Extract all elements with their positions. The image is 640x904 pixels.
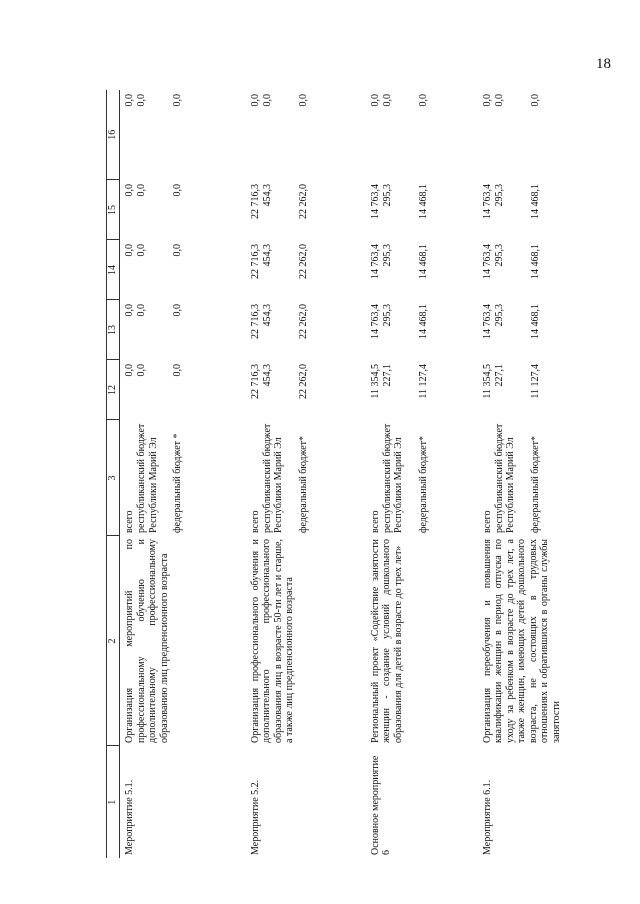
funding-source: федеральный бюджет *: [172, 433, 183, 533]
amount-cell: [366, 90, 478, 180]
measure-code: Мероприятие 5.1.: [124, 779, 135, 855]
amount-value: 0,0: [124, 244, 135, 257]
funding-source-cell: [366, 420, 478, 536]
amount-value: 22 716,3: [249, 244, 261, 279]
amount-cell: [246, 90, 366, 180]
amount-cell: [246, 240, 366, 300]
funding-source-cell: [478, 420, 604, 536]
table-row: [120, 90, 246, 858]
amount-value: 0,0: [136, 244, 147, 257]
amount-cell: [366, 180, 478, 240]
amount-value: 0,0: [172, 94, 183, 107]
amount-value: 0,0: [136, 184, 147, 197]
amount-value: 0,0: [172, 364, 183, 377]
amount-value: 14 468,1: [529, 184, 541, 219]
amount-value: 0,0: [136, 304, 147, 317]
amount-value: 14 468,1: [417, 244, 429, 279]
amount-value: 22 262,0: [297, 304, 309, 339]
table-header-row: [107, 90, 120, 858]
amount-value: 0,0: [481, 94, 493, 107]
amount-value: 0,0: [369, 94, 381, 107]
program-funding-table-sheet: [106, 90, 606, 858]
column-header: 1: [107, 746, 120, 858]
amount-value: 14 468,1: [417, 184, 429, 219]
amount-value: 11 127,4: [417, 364, 429, 399]
measure-description: Организация переобучения и повышения квалификации женщин в период отпуска по уходу за ребенком в возрасте до трех лет, а также женщин, имеющих детей дошкольного возраста, не состоящих в трудовых отношениях и обратившихся в органы службы занятости: [481, 539, 562, 743]
amount-cell: [366, 240, 478, 300]
funding-source: всего: [249, 510, 261, 533]
amount-value: 0,0: [124, 304, 135, 317]
amount-value: 14 468,1: [529, 304, 541, 339]
column-header: 12: [107, 360, 120, 420]
column-header: 16: [107, 90, 120, 180]
amount-value: 0,0: [172, 244, 183, 257]
amount-value: 0,0: [136, 364, 147, 377]
measure-description: Организация мероприятий по профессиональному обучению и дополнительному профессиональному образованию лиц предпенсионного возраста: [124, 539, 170, 743]
amount-cell: [478, 300, 604, 360]
amount-value: 0,0: [124, 364, 135, 377]
amount-cell: [120, 90, 246, 180]
amount-cell: [246, 360, 366, 420]
amount-value: 295,3: [381, 184, 393, 207]
amount-value: 0,0: [124, 94, 135, 107]
amount-value: 0,0: [417, 94, 429, 107]
amount-value: 295,3: [381, 304, 393, 327]
table-row: [366, 90, 478, 858]
amount-value: 295,3: [493, 184, 505, 207]
amount-value: 0,0: [493, 94, 505, 107]
amount-value: 11 354,5: [481, 364, 493, 399]
amount-value: 22 262,0: [297, 184, 309, 219]
amount-cell: [478, 90, 604, 180]
funding-source: всего: [124, 510, 135, 533]
amount-value: 14 763,4: [369, 184, 381, 219]
amount-value: 22 262,0: [297, 364, 309, 399]
amount-value: 454,3: [261, 364, 273, 387]
amount-cell: [478, 360, 604, 420]
column-header: 13: [107, 300, 120, 360]
amount-value: 14 763,4: [369, 244, 381, 279]
amount-value: 227,1: [381, 364, 393, 387]
program-funding-table: [106, 90, 604, 858]
amount-value: 0,0: [124, 184, 135, 197]
amount-value: 295,3: [493, 304, 505, 327]
amount-value: 22 716,3: [249, 364, 261, 399]
funding-source: республиканский бюджет Республики Марий Эл: [136, 423, 159, 533]
amount-value: 22 716,3: [249, 304, 261, 339]
amount-value: 454,3: [261, 184, 273, 207]
amount-cell: [478, 240, 604, 300]
funding-source-cell: [246, 420, 366, 536]
amount-value: 11 127,4: [529, 364, 541, 399]
amount-cell: [366, 300, 478, 360]
table-row: [246, 90, 366, 858]
amount-value: 14 763,4: [481, 304, 493, 339]
measure-code: Мероприятие 5.2.: [249, 779, 261, 855]
amount-value: 227,1: [493, 364, 505, 387]
amount-value: 14 763,4: [481, 184, 493, 219]
funding-source: федеральный бюджет*: [417, 435, 429, 533]
funding-source: республиканский бюджет Республики Марий Эл: [261, 423, 284, 533]
amount-value: 22 716,3: [249, 184, 261, 219]
amount-value: 0,0: [172, 304, 183, 317]
amount-value: 0,0: [381, 94, 393, 107]
funding-source: федеральный бюджет*: [529, 435, 541, 533]
amount-cell: [120, 300, 246, 360]
amount-cell: [366, 360, 478, 420]
funding-source: всего: [481, 510, 493, 533]
amount-value: 454,3: [261, 304, 273, 327]
amount-cell: [120, 180, 246, 240]
column-header: 2: [107, 536, 120, 746]
amount-value: 295,3: [493, 244, 505, 267]
amount-cell: [246, 180, 366, 240]
amount-cell: [246, 300, 366, 360]
amount-value: 454,3: [261, 244, 273, 267]
measure-code: Основное мероприятие 6: [369, 755, 392, 855]
amount-cell: [120, 360, 246, 420]
amount-value: 0,0: [261, 94, 273, 107]
measure-description: Региональный проект «Содействие занятости женщин - создание условий дошкольного образования для детей в возрасте до трех лет»: [369, 539, 404, 743]
amount-value: 295,3: [381, 244, 393, 267]
amount-value: 14 468,1: [417, 304, 429, 339]
column-header: 3: [107, 420, 120, 536]
amount-value: 14 763,4: [369, 304, 381, 339]
amount-cell: [478, 180, 604, 240]
amount-value: 14 468,1: [529, 244, 541, 279]
amount-value: 0,0: [172, 184, 183, 197]
funding-source: федеральный бюджет*: [297, 435, 309, 533]
funding-source: республиканский бюджет Республики Марий Эл: [493, 423, 516, 533]
funding-source: всего: [369, 510, 381, 533]
table-row: [478, 90, 604, 858]
amount-value: 14 763,4: [481, 244, 493, 279]
page-number: 18: [596, 56, 611, 72]
amount-value: 0,0: [297, 94, 309, 107]
column-header: 14: [107, 240, 120, 300]
funding-source: республиканский бюджет Республики Марий Эл: [381, 423, 404, 533]
measure-code: Мероприятие 6.1.: [481, 779, 493, 855]
column-header: 15: [107, 180, 120, 240]
amount-value: 0,0: [529, 94, 541, 107]
amount-cell: [120, 240, 246, 300]
amount-value: 22 262,0: [297, 244, 309, 279]
amount-value: 0,0: [136, 94, 147, 107]
funding-source-cell: [120, 420, 246, 536]
amount-value: 11 354,5: [369, 364, 381, 399]
measure-description: Организация профессионального обучения и дополнительного профессионального образования лиц в возрасте 50-ти лет и старше, а также лиц предпенсионного возраста: [249, 539, 295, 743]
amount-value: 0,0: [249, 94, 261, 107]
